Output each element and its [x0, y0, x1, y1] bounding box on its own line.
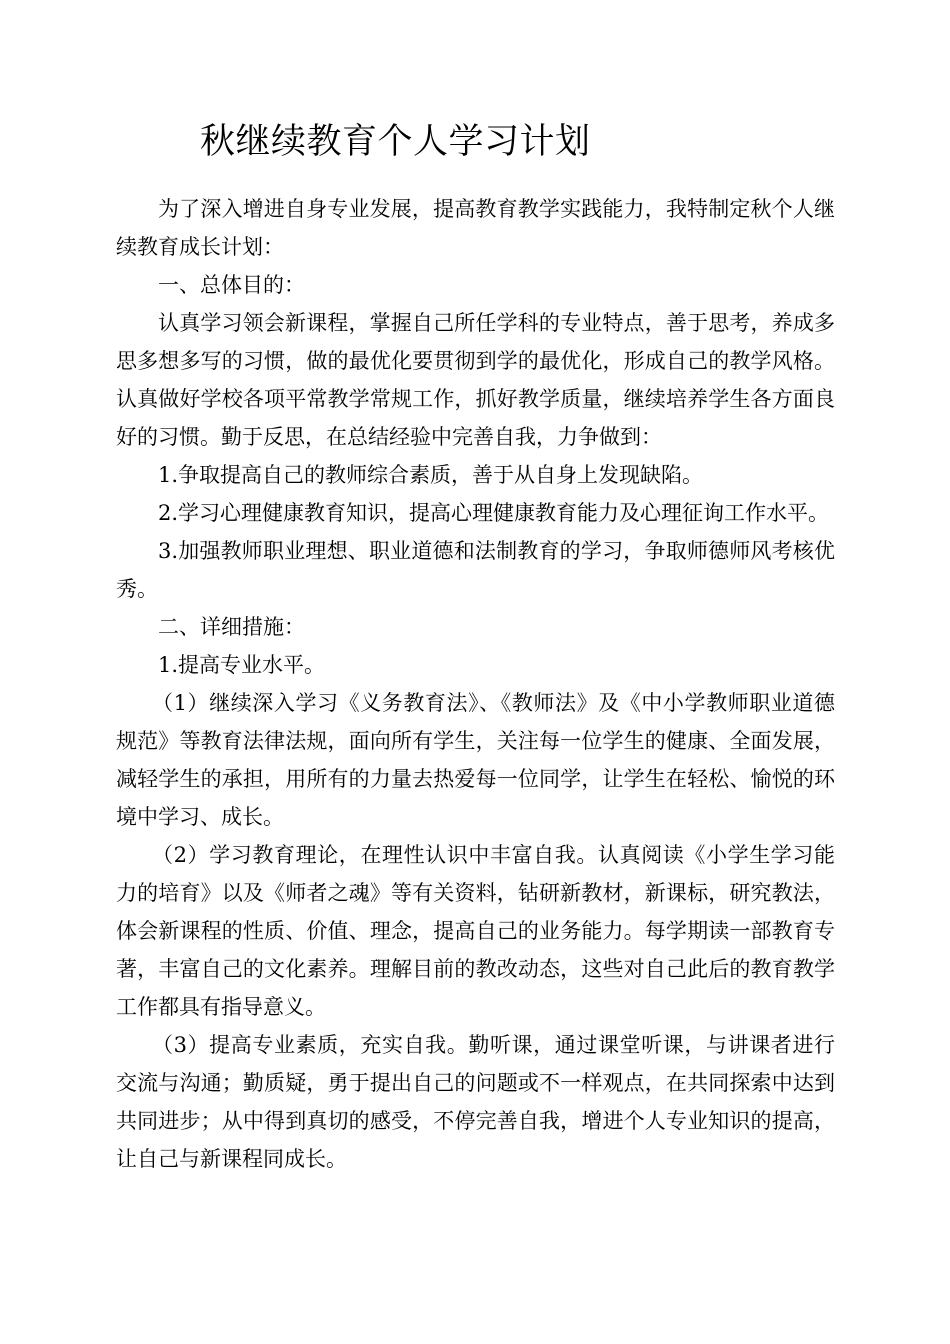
document-title: 秋继续教育个人学习计划 [200, 122, 591, 162]
measure-subitem-1: （1）继续深入学习《义务教育法》、《教师法》及《中小学教师职业道德规范》等教育法律法规，面向所有学生，关注每一位学生的健康、全面发展，减轻学生的承担，用所有的力量去热爱每一位同学，让学生在轻松、愉悦的环境中学习、成长。 [116, 691, 835, 829]
document-body [116, 190, 835, 1178]
goals-paragraph: 认真学习领会新课程，掌握自己所任学科的专业特点，善于思考，养成多思多想多写的习惯，做的最优化要贯彻到学的最优化，形成自己的教学风格。认真做好学校各项平常教学常规工作，抓好教学质量，继续培养学生各方面良好的习惯。勤于反思，在总结经验中完善自我，力争做到： [116, 311, 835, 449]
measure-subitem-2: （2）学习教育理论，在理性认识中丰富自我。认真阅读《小学生学习能力的培育》以及《师者之魂》等有关资料，钻研新教材，新课标，研究教法，体会新课程的性质、价值、理念，提高自己的业务能力。每学期读一部教育专著，丰富自己的文化素养。理解目前的教改动态，这些对自己此后的教育教学工作都具有指导意义。 [116, 843, 835, 1019]
intro-paragraph: 为了深入增进自身专业发展，提高教育教学实践能力，我特制定秋个人继续教育成长计划： [116, 197, 835, 259]
goal-item-3: 3.加强教师职业理想、职业道德和法制教育的学习，争取师德师风考核优秀。 [116, 539, 835, 601]
goal-item-2: 2.学习心理健康教育知识，提高心理健康教育能力及心理征询工作水平。 [158, 501, 830, 525]
measure-subitem-3: （3）提高专业素质，充实自我。勤听课，通过课堂听课，与讲课者进行交流与沟通；勤质疑，勇于提出自己的问题或不一样观点，在共同探索中达到共同进步；从中得到真切的感受，不停完善自我，增进个人专业知识的提高，让自己与新课程同成长。 [116, 1033, 835, 1171]
section-heading-goals: 一、总体目的： [158, 273, 305, 297]
measure-item-1: 1.提高专业水平。 [158, 653, 326, 677]
goal-item-1: 1.争取提高自己的教师综合素质，善于从自身上发现缺陷。 [158, 463, 704, 487]
section-heading-measures: 二、详细措施： [158, 615, 305, 639]
